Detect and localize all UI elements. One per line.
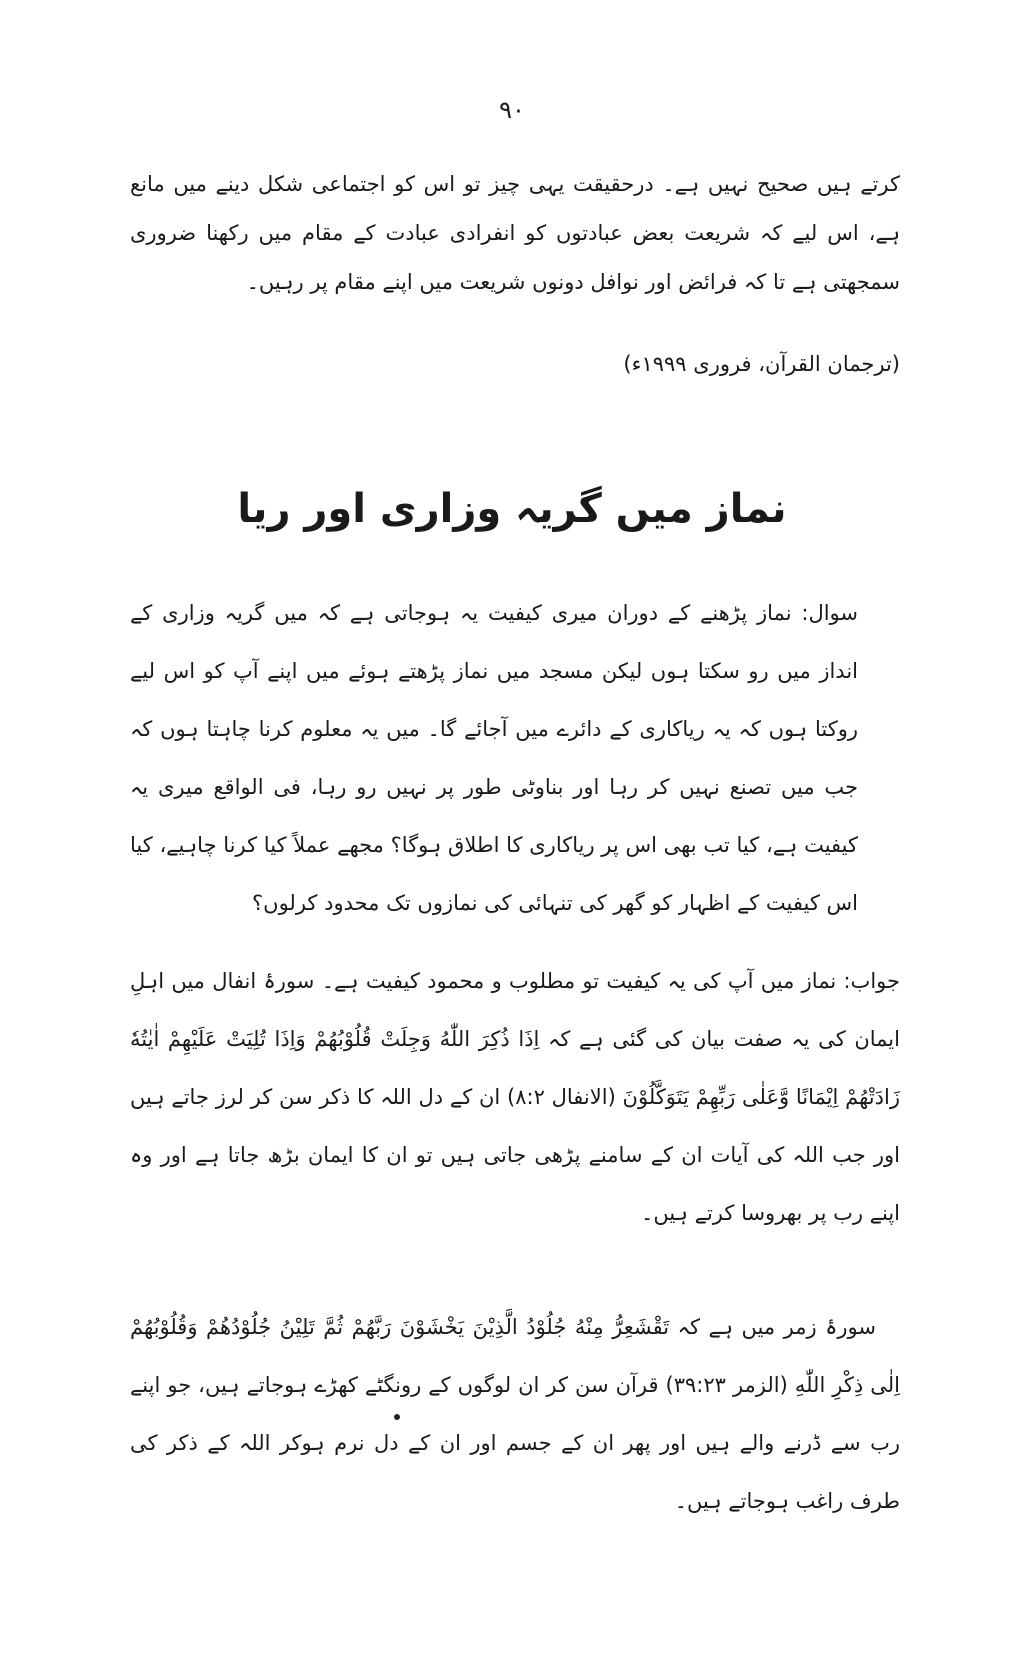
closing-paragraph: کرتے ہیں صحیح نہیں ہے۔ درحقیقت یہی چیز تو اس کو اجتماعی شکل دینے میں مانع ہے، اس لیے کہ شریعت بعض عبادتوں کو انفرادی عبادت کے مقام میں رکھنا ضروری سمجھتی ہے تا کہ فرائض اور نوافل دونوں شریعت میں اپنے مقام پر رہیں۔	[130, 172, 900, 294]
previous-article-ending	[130, 160, 900, 307]
answer-paragraph	[130, 952, 900, 1242]
verse-reference-anfal: (الانفال ۸:۲)	[507, 1085, 616, 1109]
verse-reference-zumar: (الزمر ۳۹:۲۳)	[665, 1373, 788, 1397]
answer-continued	[130, 1277, 900, 1551]
page-number: ۹۰	[499, 96, 525, 124]
verse-translation-zumar: قرآن سن کر ان لوگوں کے رونگٹے کھڑے ہوجاتے ہیں، جو اپنے رب سے ڈرنے والے ہیں اور پھر ان کے جسم اور ان کے دل نرم ہوکر اللہ کے ذکر کی طرف راغب ہوجاتے ہیں۔	[130, 1373, 900, 1513]
ink-speck	[394, 1414, 400, 1420]
article-heading: نماز میں گریہ وزاری اور ریا	[237, 486, 787, 532]
quran-verse-anfal: اِذَا ذُكِرَ اللّٰهُ وَجِلَتْ قُلُوْبُهُمْ وَاِذَا تُلِيَتْ عَلَيْهِمْ اٰيٰتُهٗ زَادَتْهُمْ اِيْمَانًا وَّعَلٰى رَبِّهِمْ يَتَوَكَّلُوْنَ	[130, 1027, 900, 1109]
verse-translation-anfal: ان کے دل اللہ کا ذکر سن کر لرز جاتے ہیں اور جب اللہ کی آیات ان کے سامنے پڑھی جاتی ہیں تو ان کا ایمان بڑھ جاتا ہے اور وہ اپنے رب پر بھروسا کرتے ہیں۔	[130, 1085, 900, 1225]
quran-verse-zumar: تَقْشَعِرُّ مِنْهُ جُلُوْدُ الَّذِيْنَ يَخْشَوْنَ رَبَّهُمْ ثُمَّ تَلِيْنُ جُلُوْدُهُمْ وَقُلُوْبُهُمْ اِلٰى ذِكْرِ اللّٰهِ	[130, 1315, 900, 1397]
answer-section	[130, 952, 900, 1242]
source-citation: (ترجمان القرآن، فروری ۱۹۹۹ء)	[623, 352, 900, 376]
zumar-intro: سورۂ زمر میں ہے کہ	[677, 1315, 876, 1339]
answer-intro: جواب: نماز میں آپ کی یہ کیفیت تو مطلوب و محمود کیفیت ہے۔ سورۂ انفال میں اہلِ ایمان کی یہ صفت بیان کی گئی ہے کہ	[130, 969, 900, 1051]
question-paragraph: سوال: نماز پڑھنے کے دوران میری کیفیت یہ ہوجاتی ہے کہ میں گریہ وزاری کے انداز میں رو سکتا ہوں لیکن مسجد میں نماز پڑھتے ہوئے میں اپنے آپ کو اس لیے روکتا ہوں کہ یہ ریاکاری کے دائرے میں آجائے گا۔ میں یہ معلوم کرنا چاہتا ہوں کہ جب میں تصنع نہیں کر رہا اور بناوٹی طور پر نہیں رو رہا، فی الواقع میری یہ کیفیت ہے، کیا تب بھی اس پر ریاکاری کا اطلاق ہوگا؟ مجھے عملاً کیا کرنا چاہیے، کیا اس کیفیت کے اظہار کو گھر کی تنہائی کی نمازوں تک محدود کرلوں؟	[130, 601, 858, 915]
zumar-paragraph	[130, 1298, 900, 1530]
question-section	[130, 584, 900, 932]
